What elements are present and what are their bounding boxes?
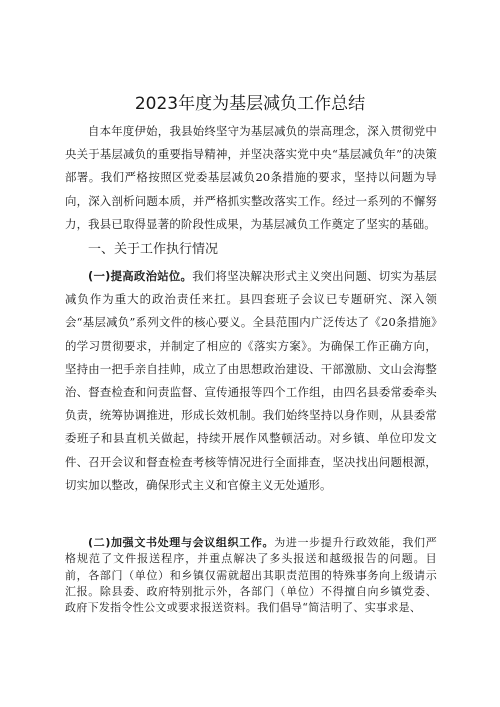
section-paragraph-2: [65, 535, 437, 616]
item-body-2: 为进一步提升行政效能，我们严格规范了文件报送程序，并重点解决了多头报送和越级报告的问题。目前，各部门（单位）和乡镇仅需就超出其职责范围的特殊事务向上级请示汇报。除县委、政府特别批示外，各部门（单位）不得擅自向乡镇党委、政府下发指令性公文或要求报送资料。我们倡导“简洁明了、实事求是、: [65, 536, 437, 615]
intro-paragraph: 自本年度伊始，我县始终坚守为基层减负的崇高理念，深入贯彻党中央关于基层减负的重要指导精神，并坚决落实党中央“基层减负年”的决策部署。我们严格按照区党委基层减负20条措施的要求，坚持以问题为导向，深入剖析问题本质，并严格抓实整改落实工作。经过一系列的不懈努力，我县已取得显著的阶段性成果，为基层减负工作奠定了坚实的基础。: [65, 124, 437, 231]
document-title: 2023年度为基层减负工作总结: [134, 94, 366, 114]
section-paragraph-1: [65, 265, 437, 497]
item-heading-1: (一)提高政治站位。: [88, 269, 193, 283]
item-body-1: 我们将坚决解决形式主义突出问题、切实为基层减负作为重大的政治责任来扛。县四套班子会议已专题研究、深入领会“基层减负”系列文件的核心要义。全县范围内广泛传达了《20条措施》的学习贯彻要求，并制定了相应的《落实方案》。为确保工作正确方向，坚持由一把手亲自挂帅，成立了由思想政治建设、干部激励、文山会海整治、督查检查和问责监督、宣传通报等四个工作组，由四名县委常委牵头负责，统筹协调推进，形成长效机制。我们始终坚持以身作则，从县委常委班子和县直机关做起，持续开展作风整顿活动。对乡镇、单位印发文件、召开会议和督查检查考核等情况进行全面排查，坚决找出问题根源，切实加以整改，确保形式主义和官僚主义无处遁形。: [65, 269, 438, 492]
item-heading-2: (二)加强文书处理与会议组织工作。: [88, 536, 275, 549]
section-heading: 一、关于工作执行情况: [88, 242, 219, 257]
